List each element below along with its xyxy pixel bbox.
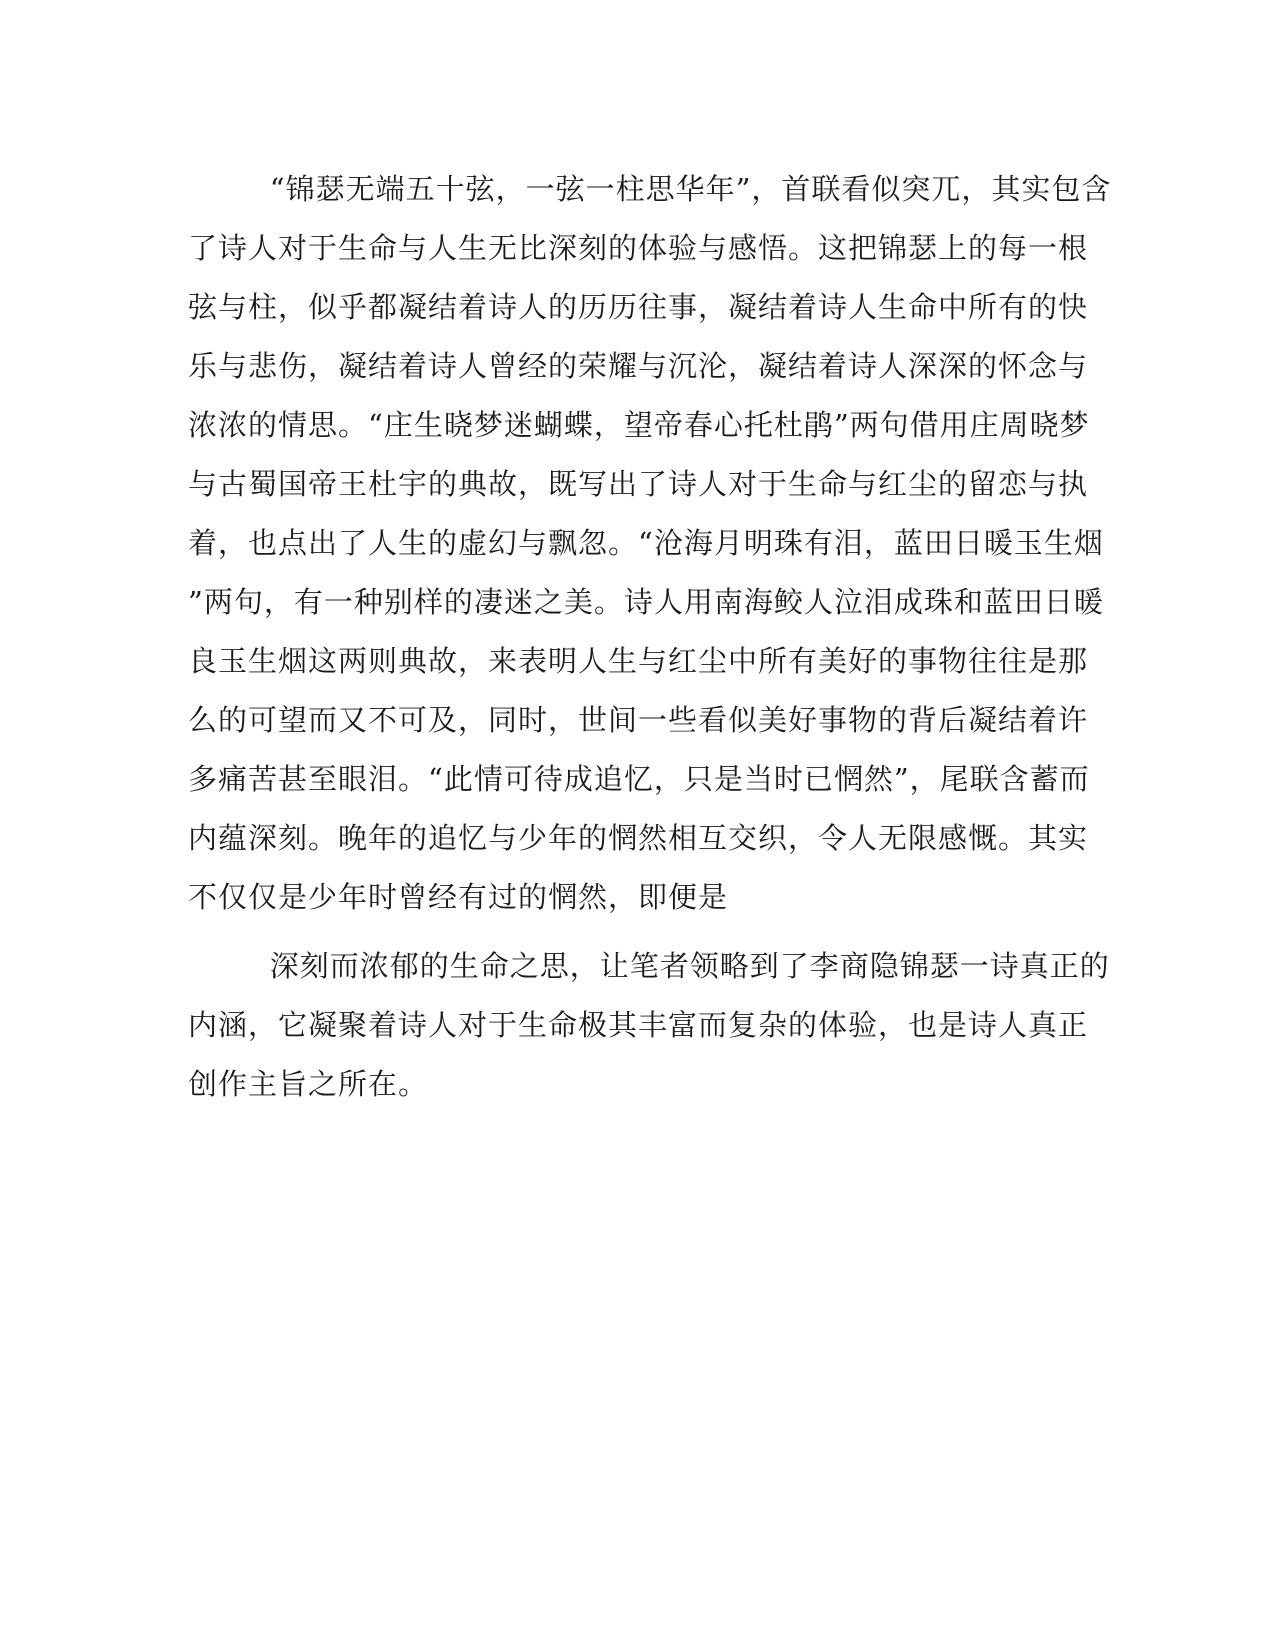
text-line: 深刻而浓郁的生命之思，让笔者领略到了李商隐锦瑟一诗真正的 [188,949,1110,983]
text-line: 浓浓的情思。“庄生晓梦迷蝴蝶，望帝春心托杜鹃”两句借用庄周晓梦 [188,408,1090,442]
text-line: 么的可望而又不可及，同时，世间一些看似美好事物的背后凝结着许 [188,703,1089,737]
text-line: 创作主旨之所在。 [188,1067,429,1101]
text-line: 了诗人对于生命与人生无比深刻的体验与感悟。这把锦瑟上的每一根 [188,231,1089,265]
text-line: 内涵，它凝聚着诗人对于生命极其丰富而复杂的体验，也是诗人真正 [188,1008,1089,1042]
text-line: ”两句，有一种别样的凄迷之美。诗人用南海鲛人泣泪成珠和蓝田日暖 [188,585,1104,619]
text-line: 内蕴深刻。晚年的追忆与少年的惘然相互交织，令人无限感慨。其实 [188,821,1089,855]
text-line: 多痛苦甚至眼泪。“此情可待成追忆，只是当时已惘然”，尾联含蓄而 [188,762,1090,796]
paragraph-1 [188,160,1112,927]
body-text [188,160,1112,1114]
text-line: 乐与悲伤，凝结着诗人曾经的荣耀与沉沦，凝结着诗人深深的怀念与 [188,349,1089,383]
text-line: 不仅仅是少年时曾经有过的惘然，即便是 [188,880,729,914]
text-line: 良玉生烟这两则典故，来表明人生与红尘中所有美好的事物往往是那 [188,644,1089,678]
paragraph-gap [188,927,1068,937]
paragraph-2 [188,937,1110,1114]
text-line: “锦瑟无端五十弦，一弦一柱思华年”，首联看似突兀，其实包含 [188,172,1112,206]
text-line: 弦与柱，似乎都凝结着诗人的历历往事，凝结着诗人生命中所有的快 [188,290,1089,324]
text-line: 着，也点出了人生的虚幻与飘忽。“沧海月明珠有泪，蓝田日暖玉生烟 [188,526,1104,560]
text-line: 与古蜀国帝王杜宇的典故，既写出了诗人对于生命与红尘的留恋与执 [188,467,1089,501]
